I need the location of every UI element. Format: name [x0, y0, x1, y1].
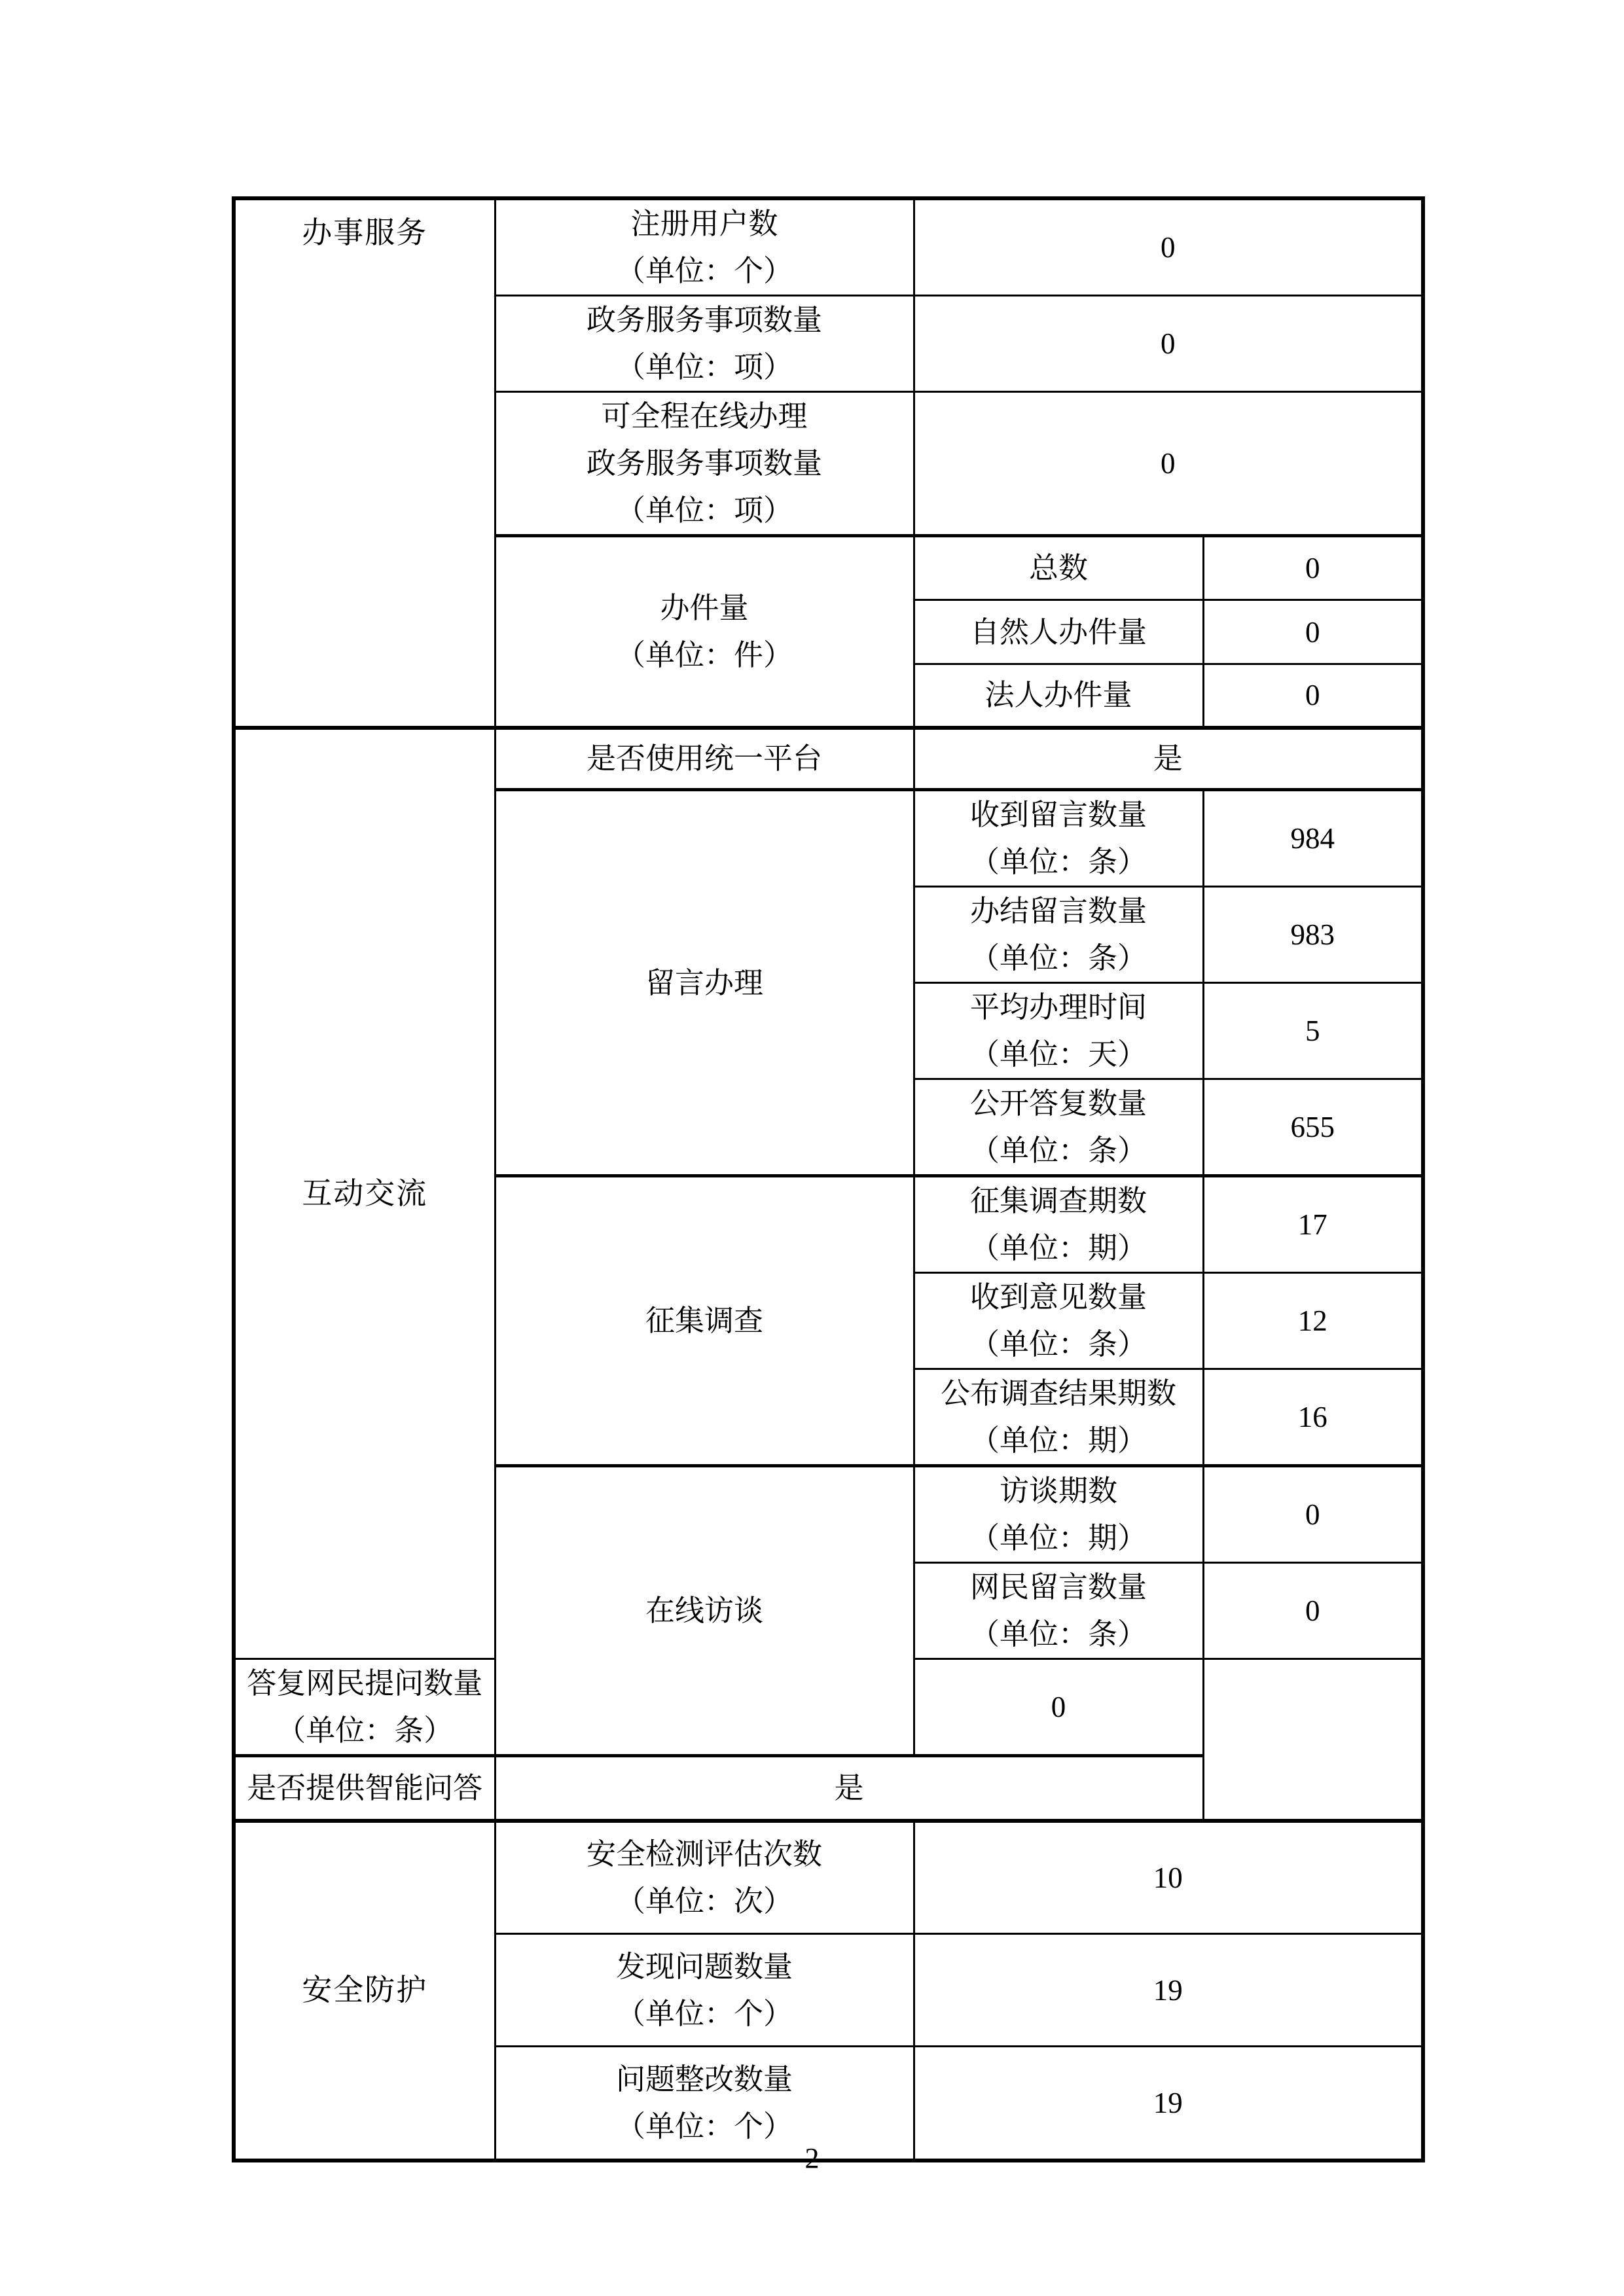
row-value-online-service-items: 0	[914, 392, 1423, 536]
subrow-label-legal-person: 法人办件量	[914, 664, 1203, 728]
section-label-services	[234, 198, 495, 728]
page-number: 2	[804, 2142, 820, 2174]
subrow-value-messages-completed: 983	[1203, 887, 1423, 983]
subrow-label-netizen-messages: 网民留言数量 （单位：条）	[914, 1563, 1203, 1659]
subrow-label-survey-issues: 征集调查期数 （单位：期）	[914, 1176, 1203, 1273]
row-label-smart-qa: 是否提供智能问答	[234, 1756, 495, 1821]
row-label-problems-fixed: 问题整改数量 （单位：个）	[495, 2047, 914, 2161]
subrow-value-netizen-messages: 0	[1203, 1563, 1423, 1659]
subrow-label-total: 总数	[914, 536, 1203, 600]
row-label-unified-platform: 是否使用统一平台	[495, 728, 914, 790]
report-table	[232, 196, 1425, 2162]
subrow-label-public-replies: 公开答复数量 （单位：条）	[914, 1079, 1203, 1176]
group-label-online-interview: 在线访谈	[495, 1466, 914, 1756]
subrow-value-questions-answered: 0	[914, 1659, 1203, 1756]
subrow-label-interview-issues: 访谈期数 （单位：期）	[914, 1466, 1203, 1563]
subrow-value-total: 0	[1203, 536, 1423, 600]
subrow-label-questions-answered: 答复网民提问数量 （单位：条）	[234, 1659, 495, 1756]
subrow-value-results-published: 16	[1203, 1369, 1423, 1466]
row-label-registered-users: 注册用户数 （单位：个）	[495, 198, 914, 296]
subrow-label-results-published: 公布调查结果期数 （单位：期）	[914, 1369, 1203, 1466]
subrow-value-legal-person: 0	[1203, 664, 1423, 728]
group-label-case-volume: 办件量 （单位：件）	[495, 536, 914, 728]
subrow-value-public-replies: 655	[1203, 1079, 1423, 1176]
row-label-problems-found: 发现问题数量 （单位：个）	[495, 1934, 914, 2047]
row-value-security-assessments: 10	[914, 1821, 1423, 1934]
subrow-value-survey-issues: 17	[1203, 1176, 1423, 1273]
subrow-value-avg-handling-time: 5	[1203, 983, 1423, 1079]
row-label-security-assessments: 安全检测评估次数 （单位：次）	[495, 1821, 914, 1934]
subrow-label-avg-handling-time: 平均办理时间 （单位：天）	[914, 983, 1203, 1079]
subrow-label-messages-completed: 办结留言数量 （单位：条）	[914, 887, 1203, 983]
row-value-problems-fixed: 19	[914, 2047, 1423, 2161]
row-value-smart-qa: 是	[495, 1756, 1203, 1821]
section-label-interaction	[234, 728, 495, 1659]
section-label-text: 安全防护	[302, 1973, 428, 2007]
group-label-message-handling: 留言办理	[495, 790, 914, 1176]
row-value-unified-platform: 是	[914, 728, 1423, 790]
row-value-service-items: 0	[914, 296, 1423, 392]
subrow-value-natural-person: 0	[1203, 600, 1423, 664]
group-label-survey: 征集调查	[495, 1176, 914, 1466]
subrow-value-interview-issues: 0	[1203, 1466, 1423, 1563]
row-label-online-service-items: 可全程在线办理 政务服务事项数量 （单位：项）	[495, 392, 914, 536]
subrow-label-messages-received: 收到留言数量 （单位：条）	[914, 790, 1203, 887]
section-label-text: 办事服务	[302, 216, 428, 249]
row-value-problems-found: 19	[914, 1934, 1423, 2047]
row-label-service-items: 政务服务事项数量 （单位：项）	[495, 296, 914, 392]
row-value-registered-users: 0	[914, 198, 1423, 296]
subrow-value-messages-received: 984	[1203, 790, 1423, 887]
subrow-value-opinions-received: 12	[1203, 1273, 1423, 1369]
subrow-label-opinions-received: 收到意见数量 （单位：条）	[914, 1273, 1203, 1369]
section-label-security	[234, 1821, 495, 2161]
subrow-label-natural-person: 自然人办件量	[914, 600, 1203, 664]
section-label-text: 互动交流	[302, 1176, 428, 1210]
